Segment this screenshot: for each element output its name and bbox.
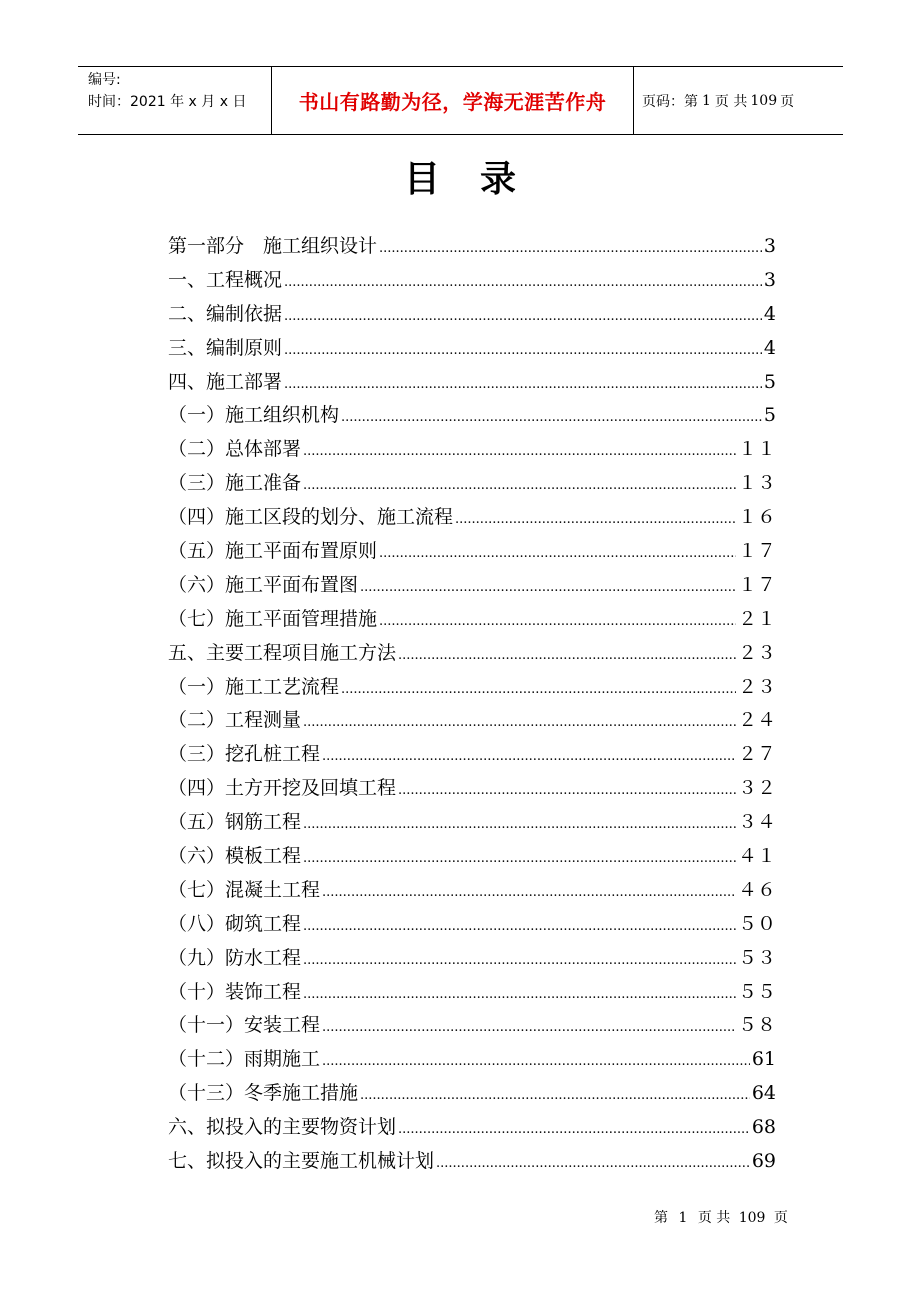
table-of-contents — [168, 230, 776, 1179]
toc-entry-page: ２４ — [737, 709, 776, 732]
page-footer — [654, 1207, 788, 1227]
toc-entry-page: ３２ — [737, 777, 776, 800]
toc-entry-label: 三、编制原则 — [168, 336, 283, 359]
toc-entry-page: 69 — [751, 1150, 776, 1173]
toc-leader-dots — [398, 1113, 750, 1147]
toc-entry-label: （七）混凝土工程 — [168, 878, 321, 901]
toc-leader-dots — [341, 673, 736, 707]
toc-leader-dots — [303, 469, 736, 503]
toc-leader-dots — [303, 842, 736, 876]
toc-leader-dots — [322, 1011, 736, 1045]
toc-entry-page: １７ — [737, 540, 776, 563]
toc-leader-dots — [398, 774, 736, 808]
toc-entry-label: （六）施工平面布置图 — [168, 573, 359, 596]
toc-leader-dots — [398, 639, 736, 673]
toc-entry-page: ４６ — [737, 878, 776, 901]
toc-entry-label: （六）模板工程 — [168, 845, 302, 868]
toc-entry-page: ２７ — [737, 743, 776, 766]
toc-leader-dots — [284, 266, 762, 300]
toc-entry[interactable] — [168, 501, 776, 535]
toc-entry[interactable] — [168, 772, 776, 806]
toc-entry-page: １６ — [737, 506, 776, 529]
toc-leader-dots — [303, 944, 736, 978]
toc-leader-dots — [284, 334, 762, 368]
toc-entry[interactable] — [168, 467, 776, 501]
toc-entry[interactable] — [168, 603, 776, 637]
footer-suffix: 页 — [773, 1210, 788, 1226]
toc-entry-page: 4 — [763, 302, 776, 325]
header-meta — [78, 67, 272, 134]
toc-leader-dots — [360, 571, 736, 605]
toc-leader-dots — [322, 1045, 750, 1079]
toc-entry-page: １１ — [737, 438, 776, 461]
toc-entry-label: （三）挖孔桩工程 — [168, 743, 321, 766]
toc-leader-dots — [455, 503, 736, 537]
toc-leader-dots — [322, 740, 736, 774]
toc-entry[interactable] — [168, 704, 776, 738]
toc-entry-label: （十）装饰工程 — [168, 980, 302, 1003]
toc-entry-page: 68 — [751, 1116, 776, 1139]
toc-leader-dots — [341, 401, 762, 435]
toc-entry[interactable] — [168, 874, 776, 908]
toc-entry-label: （一）施工组织机构 — [168, 404, 340, 427]
toc-entry-label: （五）施工平面布置原则 — [168, 540, 378, 563]
toc-entry-label: 一、工程概况 — [168, 268, 283, 291]
header-page-current: 1 — [702, 92, 711, 109]
toc-entry[interactable] — [168, 671, 776, 705]
toc-leader-dots — [379, 537, 736, 571]
toc-entry[interactable] — [168, 908, 776, 942]
toc-entry-label: （二）工程测量 — [168, 709, 302, 732]
header-code-label: 编号: — [88, 72, 121, 88]
header-page-mid: 页 共 — [714, 93, 748, 110]
footer-total: 109 — [738, 1210, 766, 1226]
toc-entry[interactable] — [168, 942, 776, 976]
toc-entry-page: ２３ — [737, 675, 776, 698]
toc-entry[interactable] — [168, 399, 776, 433]
toc-leader-dots — [379, 232, 762, 266]
header-page-number — [634, 67, 843, 134]
toc-entry[interactable] — [168, 738, 776, 772]
toc-entry-label: （九）防水工程 — [168, 946, 302, 969]
toc-entry-page: ３４ — [737, 811, 776, 834]
toc-entry[interactable] — [168, 840, 776, 874]
toc-leader-dots — [379, 605, 736, 639]
toc-entry-page: ５８ — [737, 1014, 776, 1037]
toc-entry[interactable] — [168, 230, 776, 264]
toc-entry-page: １７ — [737, 573, 776, 596]
toc-entry-page: ４１ — [737, 845, 776, 868]
page-title: 目录 — [403, 159, 556, 200]
toc-entry-label: （八）砌筑工程 — [168, 912, 302, 935]
toc-entry-label: （十三）冬季施工措施 — [168, 1082, 359, 1105]
toc-entry[interactable] — [168, 264, 776, 298]
footer-current: 1 — [678, 1210, 688, 1226]
toc-leader-dots — [284, 300, 762, 334]
toc-entry-page: 64 — [751, 1082, 776, 1105]
toc-leader-dots — [284, 368, 762, 402]
toc-entry-label: （五）钢筋工程 — [168, 811, 302, 834]
toc-entry[interactable] — [168, 1043, 776, 1077]
toc-entry[interactable] — [168, 1145, 776, 1179]
toc-leader-dots — [436, 1147, 750, 1181]
toc-entry-label: （四）土方开挖及回填工程 — [168, 777, 397, 800]
toc-leader-dots — [303, 435, 736, 469]
header-time-label: 时间：2021 年 x 月 x 日 — [88, 94, 247, 110]
toc-entry[interactable] — [168, 569, 776, 603]
header-page-prefix: 页码：第 — [642, 93, 698, 110]
toc-entry[interactable] — [168, 433, 776, 467]
header-motto: 书山有路勤为径，学海无涯苦作舟 — [298, 90, 607, 114]
toc-entry[interactable] — [168, 1111, 776, 1145]
toc-entry-page: ５３ — [737, 946, 776, 969]
toc-entry-page: ５０ — [737, 912, 776, 935]
toc-entry-label: （四）施工区段的划分、施工流程 — [168, 506, 454, 529]
toc-entry-label: 第一部分 施工组织设计 — [168, 235, 378, 257]
toc-leader-dots — [303, 978, 736, 1012]
toc-entry-page: 3 — [763, 268, 776, 291]
toc-entry-page: 5 — [763, 370, 776, 393]
toc-entry-label: 七、拟投入的主要施工机械计划 — [168, 1150, 435, 1173]
toc-entry-label: 五、主要工程项目施工方法 — [168, 641, 397, 664]
toc-entry-page: 61 — [751, 1048, 776, 1071]
toc-entry-label: （七）施工平面管理措施 — [168, 607, 378, 630]
toc-entry[interactable] — [168, 806, 776, 840]
toc-leader-dots — [303, 910, 736, 944]
toc-entry-label: （二）总体部署 — [168, 438, 302, 461]
toc-entry[interactable] — [168, 535, 776, 569]
toc-entry-label: （十二）雨期施工 — [168, 1048, 321, 1071]
toc-entry-label: （十一）安装工程 — [168, 1014, 321, 1037]
toc-leader-dots — [303, 706, 736, 740]
header-motto-cell — [272, 67, 634, 134]
footer-prefix: 第 — [654, 1210, 668, 1226]
toc-entry[interactable] — [168, 1077, 776, 1111]
toc-entry-page: 3 — [763, 235, 776, 257]
toc-entry[interactable] — [168, 976, 776, 1010]
toc-entry-page: 5 — [763, 404, 776, 427]
page-header — [78, 66, 843, 135]
toc-leader-dots — [322, 876, 736, 910]
toc-entry-label: 六、拟投入的主要物资计划 — [168, 1116, 397, 1139]
toc-entry-label: 二、编制依据 — [168, 302, 283, 325]
header-page-total: 109 — [750, 92, 778, 109]
toc-entry-page: ２３ — [737, 641, 776, 664]
toc-entry-page: 4 — [763, 336, 776, 359]
toc-entry[interactable] — [168, 637, 776, 671]
toc-leader-dots — [303, 808, 736, 842]
footer-mid: 页 共 — [697, 1210, 731, 1226]
toc-entry-page: ２１ — [737, 607, 776, 630]
toc-entry-label: 四、施工部署 — [168, 370, 283, 393]
toc-entry[interactable] — [168, 332, 776, 366]
toc-entry[interactable] — [168, 366, 776, 400]
toc-entry[interactable] — [168, 298, 776, 332]
toc-leader-dots — [360, 1079, 750, 1113]
header-page-suffix: 页 — [780, 93, 795, 110]
toc-entry-page: １３ — [737, 472, 776, 495]
toc-entry[interactable] — [168, 1009, 776, 1043]
toc-entry-label: （一）施工工艺流程 — [168, 675, 340, 698]
toc-entry-label: （三）施工准备 — [168, 472, 302, 495]
toc-entry-page: ５５ — [737, 980, 776, 1003]
